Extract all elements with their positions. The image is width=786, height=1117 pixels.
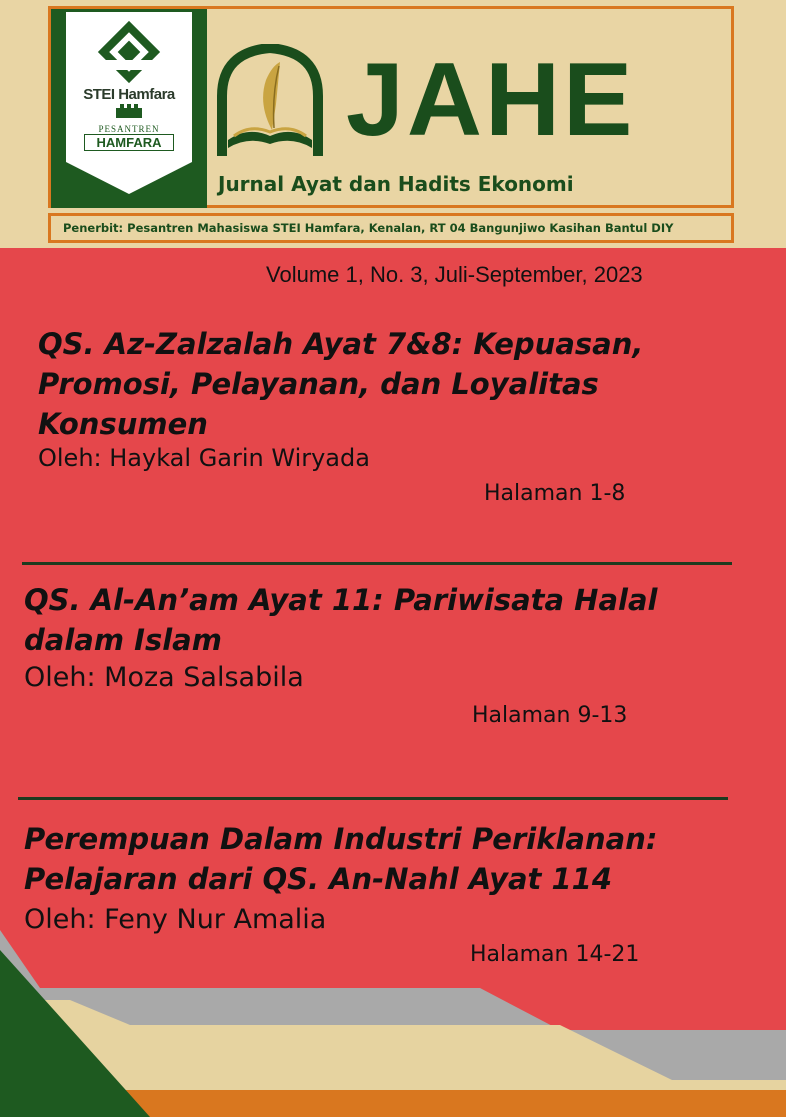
pesantren-label: PESANTREN: [98, 124, 160, 134]
article-2-pages: Halaman 9-13: [472, 703, 628, 728]
article-3-author: Oleh: Feny Nur Amalia: [24, 904, 327, 935]
article-2-title-line: dalam Islam: [24, 623, 222, 657]
publisher-text: Penerbit: Pesantren Mahasiswa STEI Hamfara, Kenalan, RT 04 Bangunjiwo Kasihan Bantul DIY: [63, 221, 674, 235]
hamfara-label: HAMFARA: [84, 134, 174, 151]
article-1-author: Oleh: Haykal Garin Wiryada: [38, 444, 370, 472]
journal-name: Jurnal Ayat dan Hadits Ekonomi: [218, 172, 574, 196]
issue-info: Volume 1, No. 3, Juli-September, 2023: [266, 262, 643, 287]
article-1-title-line: Konsumen: [38, 407, 208, 441]
journal-abbreviation: JAHE: [346, 42, 636, 158]
article-2-title-line: QS. Al-An’am Ayat 11: Pariwisata Halal: [24, 583, 658, 617]
article-2-author: Oleh: Moza Salsabila: [24, 662, 304, 693]
article-3-pages: Halaman 14-21: [470, 942, 640, 967]
article-1-pages: Halaman 1-8: [484, 481, 626, 506]
article-1-title-line: QS. Az-Zalzalah Ayat 7&8: Kepuasan,: [38, 327, 644, 361]
article-3-title-line: Pelajaran dari QS. An-Nahl Ayat 114: [24, 862, 613, 896]
article-1-title-line: Promosi, Pelayanan, dan Loyalitas: [38, 367, 599, 401]
article-3-title-line: Perempuan Dalam Industri Periklanan:: [24, 822, 658, 856]
institution-name: STEI Hamfara: [83, 86, 175, 103]
